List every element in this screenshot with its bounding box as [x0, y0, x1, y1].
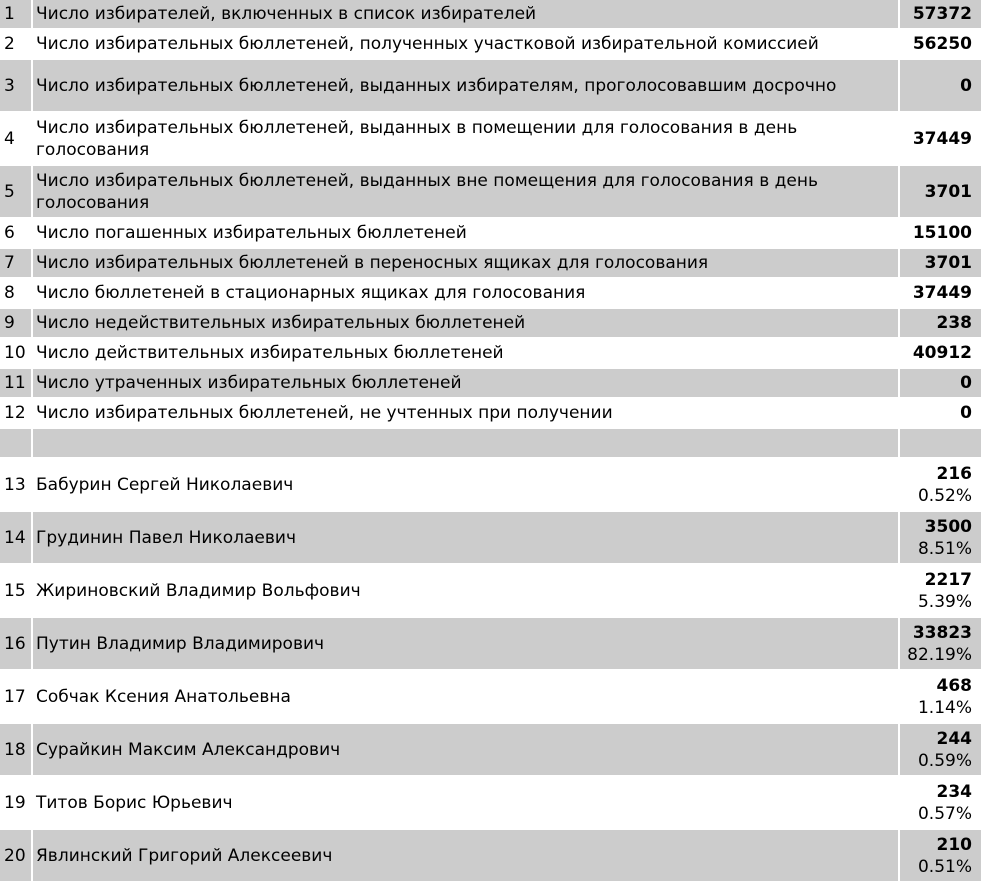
stat-row: [0, 60, 981, 113]
row-number: 12: [0, 399, 33, 429]
candidate-votes: 234: [936, 781, 972, 802]
row-number: 3: [0, 60, 33, 113]
row-label: Число избирательных бюллетеней, выданных вне помещения для голосования в день голосования: [33, 166, 898, 219]
row-number: 8: [0, 279, 33, 309]
row-number: 2: [0, 30, 33, 60]
candidate-percent: 5.39%: [917, 591, 972, 612]
stat-row: [0, 0, 981, 30]
candidate-percent: 0.51%: [917, 856, 972, 877]
row-label: Число избирательных бюллетеней, выданных в помещении для голосования в день голосования: [33, 113, 898, 166]
candidate-name: Бабурин Сергей Николаевич: [33, 459, 898, 512]
row-number: 4: [0, 113, 33, 166]
row-value: 0: [898, 60, 981, 113]
candidate-name: Грудинин Павел Николаевич: [33, 512, 898, 565]
row-value: 40912: [898, 339, 981, 369]
row-value: 0: [898, 399, 981, 429]
candidate-votes: 244: [936, 728, 972, 749]
row-value: 3701: [898, 166, 981, 219]
separator-cell: [898, 429, 981, 459]
row-value: 37449: [898, 113, 981, 166]
stat-row: [0, 219, 981, 249]
stat-row: [0, 249, 981, 279]
row-label: Число избирателей, включенных в список избирателей: [33, 0, 898, 30]
row-number: 1: [0, 0, 33, 30]
row-label: Число избирательных бюллетеней в переносных ящиках для голосования: [33, 249, 898, 279]
candidate-votes: 216: [936, 463, 972, 484]
candidate-percent: 1.14%: [917, 697, 972, 718]
candidate-row: [0, 565, 981, 618]
row-number: 15: [0, 565, 33, 618]
candidate-row: [0, 724, 981, 777]
candidate-result: [898, 618, 981, 671]
stat-row: [0, 279, 981, 309]
candidate-result: [898, 512, 981, 565]
stat-row: [0, 339, 981, 369]
candidate-percent: 8.51%: [917, 538, 972, 559]
candidate-percent: 0.59%: [917, 750, 972, 771]
candidate-votes: 3500: [924, 516, 972, 537]
row-label: Число избирательных бюллетеней, полученных участковой избирательной комиссией: [33, 30, 898, 60]
row-number: 11: [0, 369, 33, 399]
row-value: 56250: [898, 30, 981, 60]
candidate-name: Жириновский Владимир Вольфович: [33, 565, 898, 618]
candidate-result: [898, 671, 981, 724]
candidate-row: [0, 830, 981, 883]
row-number: 17: [0, 671, 33, 724]
row-label: Число действительных избирательных бюллетеней: [33, 339, 898, 369]
row-number: 16: [0, 618, 33, 671]
row-value: 238: [898, 309, 981, 339]
candidate-result: [898, 777, 981, 830]
row-label: Число избирательных бюллетеней, выданных избирателям, проголосовавшим досрочно: [33, 60, 898, 113]
stat-row: [0, 369, 981, 399]
row-number: 6: [0, 219, 33, 249]
candidate-result: [898, 459, 981, 512]
separator-cell: [33, 429, 898, 459]
row-number: 9: [0, 309, 33, 339]
row-number: 10: [0, 339, 33, 369]
candidate-votes: 210: [936, 834, 972, 855]
row-label: Число бюллетеней в стационарных ящиках для голосования: [33, 279, 898, 309]
row-value: 0: [898, 369, 981, 399]
candidate-percent: 82.19%: [907, 644, 972, 665]
row-number: 14: [0, 512, 33, 565]
candidate-votes: 468: [936, 675, 972, 696]
row-value: 57372: [898, 0, 981, 30]
row-label: Число недействительных избирательных бюллетеней: [33, 309, 898, 339]
candidate-name: Титов Борис Юрьевич: [33, 777, 898, 830]
candidate-name: Сурайкин Максим Александрович: [33, 724, 898, 777]
row-value: 15100: [898, 219, 981, 249]
candidate-result: [898, 724, 981, 777]
candidate-name: Явлинский Григорий Алексеевич: [33, 830, 898, 883]
stat-row: [0, 30, 981, 60]
stat-row: [0, 309, 981, 339]
row-number: 18: [0, 724, 33, 777]
row-label: Число избирательных бюллетеней, не учтенных при получении: [33, 399, 898, 429]
candidate-row: [0, 512, 981, 565]
candidate-name: Путин Владимир Владимирович: [33, 618, 898, 671]
candidate-row: [0, 777, 981, 830]
row-number: 7: [0, 249, 33, 279]
candidate-votes: 2217: [924, 569, 972, 590]
stat-row: [0, 166, 981, 219]
candidate-row: [0, 618, 981, 671]
row-value: 37449: [898, 279, 981, 309]
candidate-result: [898, 830, 981, 883]
row-number: 13: [0, 459, 33, 512]
row-number: 20: [0, 830, 33, 883]
candidate-name: Собчак Ксения Анатольевна: [33, 671, 898, 724]
candidate-row: [0, 671, 981, 724]
stat-row: [0, 399, 981, 429]
row-label: Число утраченных избирательных бюллетеней: [33, 369, 898, 399]
separator-cell: [0, 429, 33, 459]
candidate-result: [898, 565, 981, 618]
separator-row: [0, 429, 981, 459]
row-number: 19: [0, 777, 33, 830]
candidate-votes: 33823: [912, 622, 972, 643]
candidate-row: [0, 459, 981, 512]
row-number: 5: [0, 166, 33, 219]
candidate-percent: 0.52%: [917, 485, 972, 506]
stat-row: [0, 113, 981, 166]
candidate-percent: 0.57%: [917, 803, 972, 824]
row-value: 3701: [898, 249, 981, 279]
row-label: Число погашенных избирательных бюллетеней: [33, 219, 898, 249]
